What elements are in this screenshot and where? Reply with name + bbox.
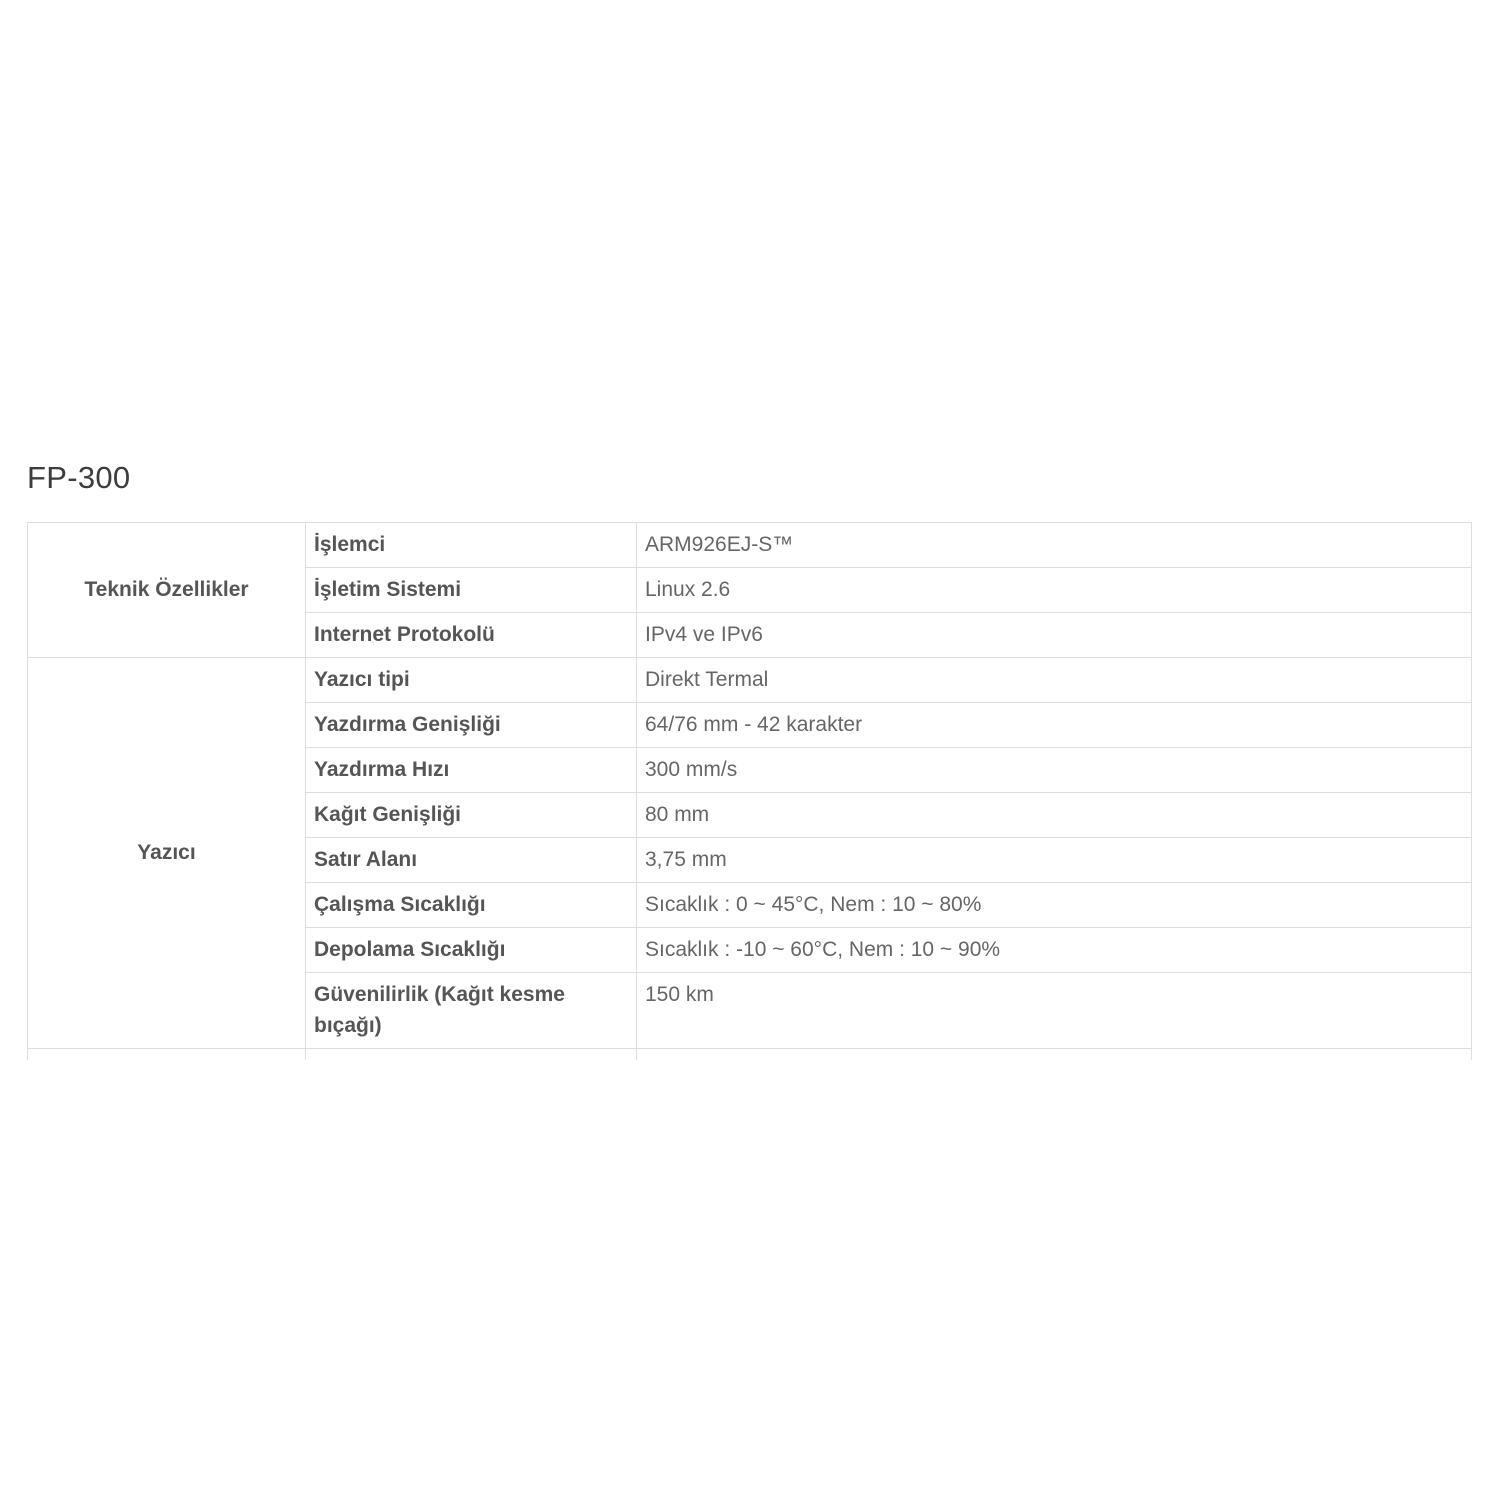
spec-value: 3,75 mm [637, 838, 1472, 883]
spec-label: Satır Alanı [306, 838, 637, 883]
spec-value: 300 mm/s [637, 748, 1472, 793]
spec-value: Direkt Termal [637, 658, 1472, 703]
group-label-printer: Yazıcı [28, 658, 306, 1049]
spec-label: Güvenilirlik (Kağıt kesme bıçağı) [306, 973, 637, 1049]
spec-value: 64/76 mm - 42 karakter [637, 703, 1472, 748]
spec-table [27, 522, 1472, 1060]
spec-value: Sıcaklık : -10 ~ 60°C, Nem : 10 ~ 90% [637, 928, 1472, 973]
page-title: FP-300 [27, 460, 131, 495]
table-row-cutoff [28, 1049, 1472, 1061]
spec-value: IPv4 ve IPv6 [637, 613, 1472, 658]
spec-label: Yazdırma Hızı [306, 748, 637, 793]
spec-label: Internet Protokolü [306, 613, 637, 658]
spec-value: Sıcaklık : 0 ~ 45°C, Nem : 10 ~ 80% [637, 883, 1472, 928]
spec-label: Depolama Sıcaklığı [306, 928, 637, 973]
spec-label: İşlemci [306, 523, 637, 568]
spec-label: Çalışma Sıcaklığı [306, 883, 637, 928]
spec-value: Linux 2.6 [637, 568, 1472, 613]
empty-cell [637, 1049, 1472, 1061]
spec-label: Yazıcı tipi [306, 658, 637, 703]
spec-label: Kağıt Genişliği [306, 793, 637, 838]
spec-value: ARM926EJ-S™ [637, 523, 1472, 568]
spec-label: Yazdırma Genişliği [306, 703, 637, 748]
spec-value: 80 mm [637, 793, 1472, 838]
table-row [28, 658, 1472, 703]
spec-value: 150 km [637, 973, 1472, 1049]
empty-cell [28, 1049, 306, 1061]
table-row [28, 523, 1472, 568]
spec-label: İşletim Sistemi [306, 568, 637, 613]
empty-cell [306, 1049, 637, 1061]
group-label-technical-specs: Teknik Özellikler [28, 523, 306, 658]
